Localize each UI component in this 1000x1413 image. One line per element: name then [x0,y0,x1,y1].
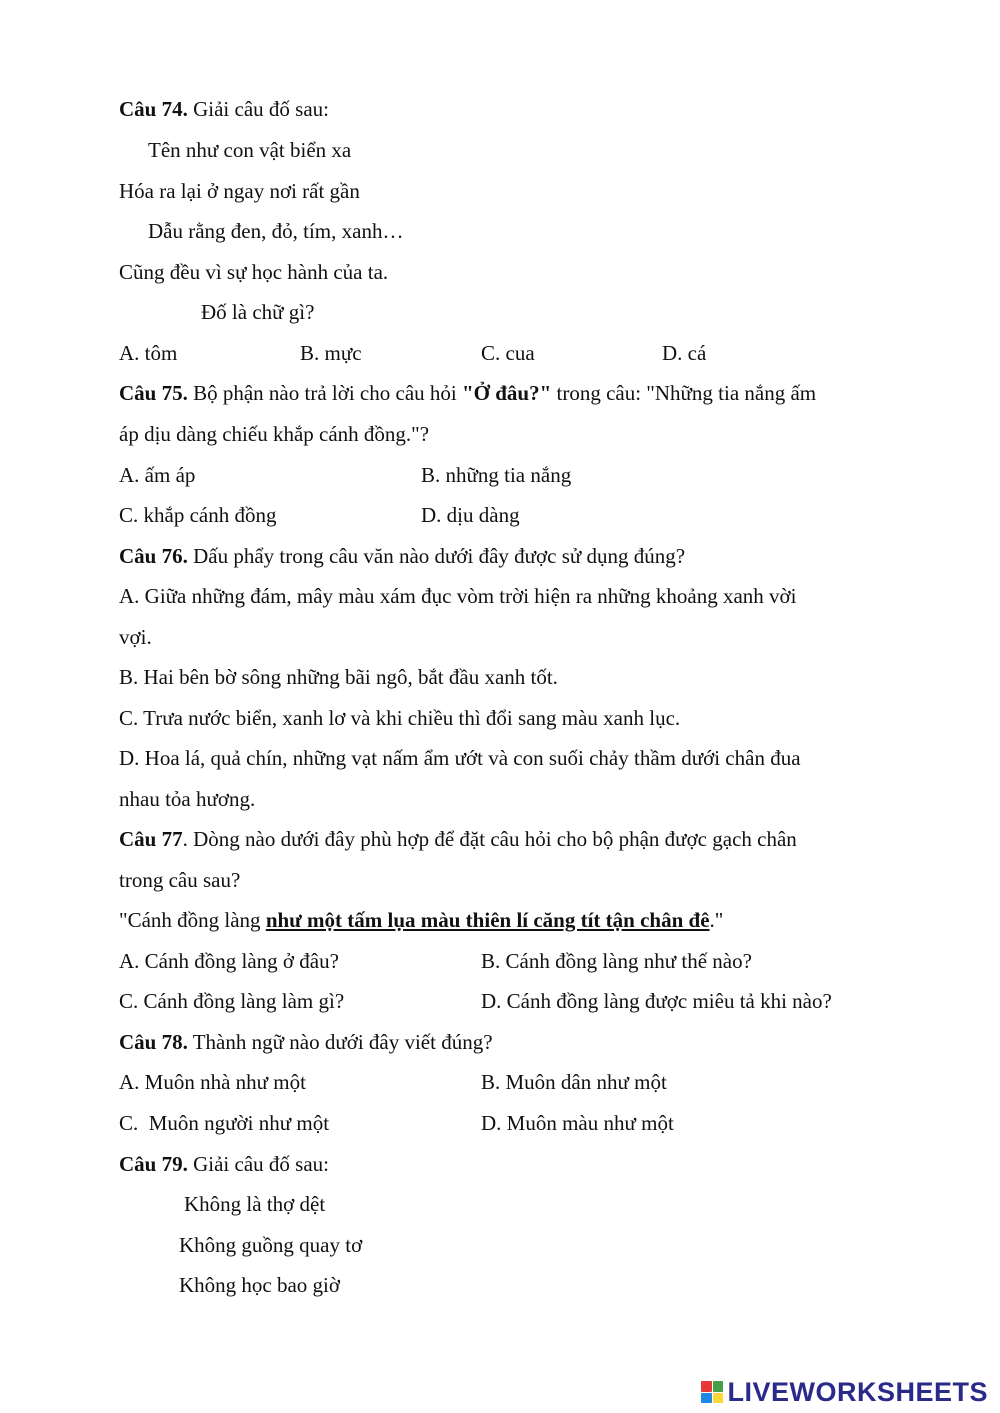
riddle-line: Cũng đều vì sự học hành của ta. [119,260,389,284]
option-b[interactable]: B. những tia nắng [421,463,572,487]
question-text-continued: áp dịu dàng chiếu khắp cánh đồng."? [119,422,430,446]
question-keyword: "Ở đâu?" [461,381,552,405]
riddle-line: Tên như con vật biển xa [148,138,352,162]
liveworksheets-logo [701,1377,988,1407]
riddle-line: Không học bao giờ [179,1273,340,1297]
option-b[interactable]: B. Cánh đồng làng như thế nào? [481,949,752,973]
question-74-heading [119,96,329,122]
riddle-line: Không là thợ dệt [184,1192,326,1216]
question-label: Câu 79. [119,1152,188,1176]
quote-text: ." [709,908,724,932]
question-label: Câu 78. [119,1030,188,1054]
option-b[interactable]: B. Hai bên bờ sông những bãi ngô, bắt đầu xanh tốt. [119,665,558,689]
riddle-line: Không guồng quay tơ [179,1233,363,1257]
option-b[interactable]: B. mực [300,341,362,365]
option-b[interactable]: B. Muôn dân như một [481,1070,667,1094]
option-d[interactable]: D. dịu dàng [421,503,520,527]
underlined-phrase: như một tấm lụa màu thiên lí căng tít tận chân đê [265,908,710,932]
quote-text: "Cánh đồng làng [119,908,266,932]
question-prompt: Giải câu đố sau: [187,1152,329,1176]
question-78-heading [119,1029,493,1055]
option-d[interactable]: D. Cánh đồng làng được miêu tả khi nào? [481,989,832,1013]
riddle-line: Đố là chữ gì? [201,300,315,324]
question-label: Câu 75. [119,381,188,405]
option-d[interactable]: D. Hoa lá, quả chín, những vạt nấm ẩm ướt và con suối chảy thầm dưới chân đua [119,746,801,770]
option-c[interactable]: C. Cánh đồng làng làm gì? [119,989,345,1013]
option-a[interactable]: A. Cánh đồng làng ở đâu? [119,949,339,973]
option-d[interactable]: D. cá [662,341,707,365]
question-quote [119,907,723,933]
question-79-heading [119,1151,329,1177]
option-c[interactable]: C. cua [481,341,535,365]
option-c[interactable]: C. Muôn người như một [119,1111,330,1135]
option-a[interactable]: A. ấm áp [119,463,196,487]
question-prompt: Giải câu đố sau: [187,97,329,121]
question-label: Câu 76. [119,544,188,568]
question-75-heading [119,380,816,406]
question-label: Câu 74. [119,97,188,121]
question-prompt: Dấu phẩy trong câu văn nào dưới đây được sử dụng đúng? [187,544,686,568]
question-prompt: Thành ngữ nào dưới đây viết đúng? [187,1030,493,1054]
option-a-continued[interactable]: vợi. [119,625,152,649]
option-d[interactable]: D. Muôn màu như một [481,1111,674,1135]
logo-mark-icon [701,1381,723,1403]
riddle-line: Hóa ra lại ở ngay nơi rất gần [119,179,360,203]
option-a[interactable]: A. Muôn nhà như một [119,1070,306,1094]
question-text: trong câu: "Những tia nắng ấm [551,381,817,405]
option-d-continued[interactable]: nhau tỏa hương. [119,787,256,811]
option-a[interactable]: A. tôm [119,341,178,365]
option-c[interactable]: C. Trưa nước biển, xanh lơ và khi chiều thì đổi sang màu xanh lục. [119,706,681,730]
question-prompt: . Dòng nào dưới đây phù hợp để đặt câu hỏi cho bộ phận được gạch chân [182,827,797,851]
question-label: Câu 77 [119,827,183,851]
question-77-heading [119,826,797,852]
riddle-line: Dẫu rằng đen, đỏ, tím, xanh… [148,219,404,243]
question-text: Bộ phận nào trả lời cho câu hỏi [187,381,462,405]
question-prompt-continued: trong câu sau? [119,868,241,892]
option-a[interactable]: A. Giữa những đám, mây màu xám đục vòm trời hiện ra những khoảng xanh vời [119,584,797,608]
option-c[interactable]: C. khắp cánh đồng [119,503,277,527]
question-76-heading [119,543,685,569]
logo-text: LIVEWORKSHEETS [727,1376,988,1407]
